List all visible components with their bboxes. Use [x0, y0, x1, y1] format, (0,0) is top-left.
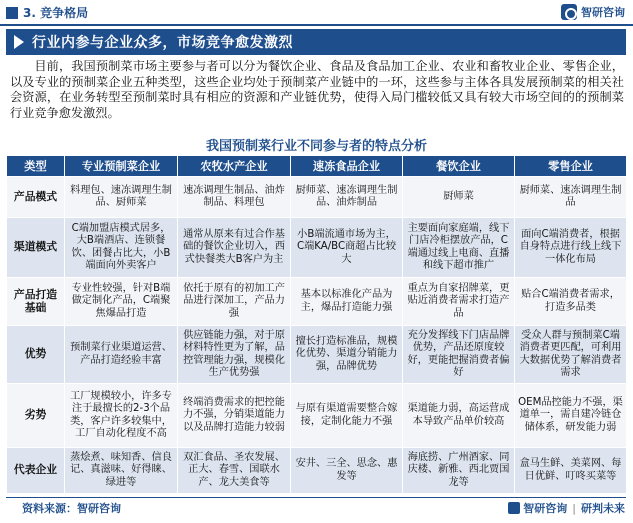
table-cell: 终端消费需求的把控能力不强，分销渠道能力以及品牌打造能力较弱 [178, 384, 291, 448]
table-row [7, 326, 627, 384]
headline-text: 行业内参与企业众多，市场竞争愈发激烈 [32, 35, 293, 51]
table-title: 我国预制菜行业不同参与者的特点分析 [205, 139, 427, 154]
brand-name: 智研咨询 [581, 6, 625, 19]
table-cell: 厨师菜、速冻调理生制品、油炸制品 [291, 177, 403, 218]
top-header-bar [0, 0, 633, 26]
table-cell: 渠道能力弱，高运营成本导致产品单价较高 [403, 384, 515, 448]
footer-brand-name: 智研咨询 [523, 502, 568, 515]
table-cell: 充分发挥线下门店品牌优势，产品还原度较好，更能把握消费者偏好 [403, 326, 515, 384]
table-cell: 供应链能力强，对于原材料特性更为了解，品控管理能力强，规模化生产优势强 [178, 326, 291, 384]
table-cell: 速冻调理生制品、油炸制品、料理包 [178, 177, 291, 218]
row-category: 产品打造基础 [7, 278, 65, 326]
row-category: 产品模式 [7, 177, 65, 218]
row-category: 渠道模式 [7, 218, 65, 278]
column-header: 餐饮企业 [403, 156, 515, 177]
column-header: 速冻食品企业 [291, 156, 403, 177]
table-cell: 厨师菜、速冻调理生制品 [515, 177, 627, 218]
row-category: 优势 [7, 326, 65, 384]
column-header: 类型 [7, 156, 65, 177]
table-cell: 擅长打造标准品，规模化优势、渠道分销能力强，品牌优势 [291, 326, 403, 384]
table-cell: 厨师菜 [403, 177, 515, 218]
table-cell: 安井、三全、思念、惠发等 [291, 448, 403, 494]
column-header: 零售企业 [515, 156, 627, 177]
table-cell: 通常从原来有过合作基础的餐饮企业切入，西式快餐类大B客户为主 [178, 218, 291, 278]
column-header: 专业预制菜企业 [65, 156, 178, 177]
brand-logo-icon [561, 4, 577, 20]
footer-slogan: 研判未来 [581, 502, 625, 515]
brand-logo-icon [508, 502, 520, 514]
table-cell: 预制菜行业渠道运营、产品打造经验丰富 [65, 326, 178, 384]
table-cell: 基本以标准化产品为主，爆品打造能力强 [291, 278, 403, 326]
row-category: 劣势 [7, 384, 65, 448]
table-row [7, 448, 627, 494]
section-tag [6, 3, 88, 22]
table-cell: 与原有渠道需要整合嫁接，定制化能力不强 [291, 384, 403, 448]
table-row [7, 218, 627, 278]
intro-paragraph: 目前，我国预制菜市场主要参与者可以分为餐饮企业、食品及食品加工企业、农业和畜牧业企业、零售企业，以及专业的预制菜企业五种类型，这些企业均处于预制菜产业链中的一环，这些参与主体各具发展预制菜的相关社会资源，在业务转型至预制菜时具有相应的资源和产业链优势，使得入局门槛较低又具有较大市场空间的的预制菜行业竞争愈发激烈。 [10, 59, 624, 120]
table-row [7, 384, 627, 448]
table-cell: 双汇食品、圣农发展、正大、春雪、国联水产、龙大美食等 [178, 448, 291, 494]
table-cell: 蒸烩煮、味知香、信良记、真滋味、好得睐、绿进等 [65, 448, 178, 494]
footer-separator: | [572, 501, 576, 515]
triangle-marker-icon [14, 35, 24, 49]
source-note: 资料来源：智研咨询 [22, 502, 121, 515]
table-cell: 重点为自家招牌菜，更贴近消费者需求打造产品 [403, 278, 515, 326]
column-header: 农牧水产企业 [178, 156, 291, 177]
table-row [7, 278, 627, 326]
headline-banner [6, 29, 626, 55]
table-header-row [7, 156, 627, 177]
comparison-table [6, 155, 627, 494]
table-cell: 小B端流通市场为主，C端KA/BC商超占比较大 [291, 218, 403, 278]
section-title: 3. 竞争格局 [23, 6, 89, 20]
table-cell: 贴合C端消费者需求，打造多品类 [515, 278, 627, 326]
table-cell: 料理包、速冻调理生制品、厨师菜 [65, 177, 178, 218]
row-category: 代表企业 [7, 448, 65, 494]
table-cell: 面向C端消费者，根据自身特点进行线上线下一体化布局 [515, 218, 627, 278]
table-cell: OEM品控能力不强，渠道单一，需自建冷链仓储体系，研发能力弱 [515, 384, 627, 448]
brand [561, 4, 625, 20]
table-cell: 主要面向家庭端，线下门店冷柜摆放产品，C端通过线上电商、直播和线下超市推广 [403, 218, 515, 278]
table-row [7, 177, 627, 218]
table-cell: 盒马生鲜、美菜网、每日优鲜、叮咚买菜等 [515, 448, 627, 494]
table-cell: C端加盟店模式居多，大B端酒店、连锁餐饮、团餐占比大，小B端面向外卖客户 [65, 218, 178, 278]
table-cell: 受众人群与预制菜C端消费者更匹配，可利用大数据优势了解消费者需求 [515, 326, 627, 384]
table-cell: 工厂规模较小，许多专注于最擅长的2-3个品类，客户许多较集中，工厂自动化程度不高 [65, 384, 178, 448]
footer-brand [508, 500, 625, 516]
table-cell: 海底捞、广州酒家、同庆楼、新雅、西北贾国龙等 [403, 448, 515, 494]
table-cell: 依托于原有的初加工产品进行深加工，产品力强 [178, 278, 291, 326]
footer-divider [6, 497, 626, 498]
table-cell: 专业性较强，针对B端做定制化产品，C端聚焦爆品打造 [65, 278, 178, 326]
section-square-icon [6, 7, 18, 19]
